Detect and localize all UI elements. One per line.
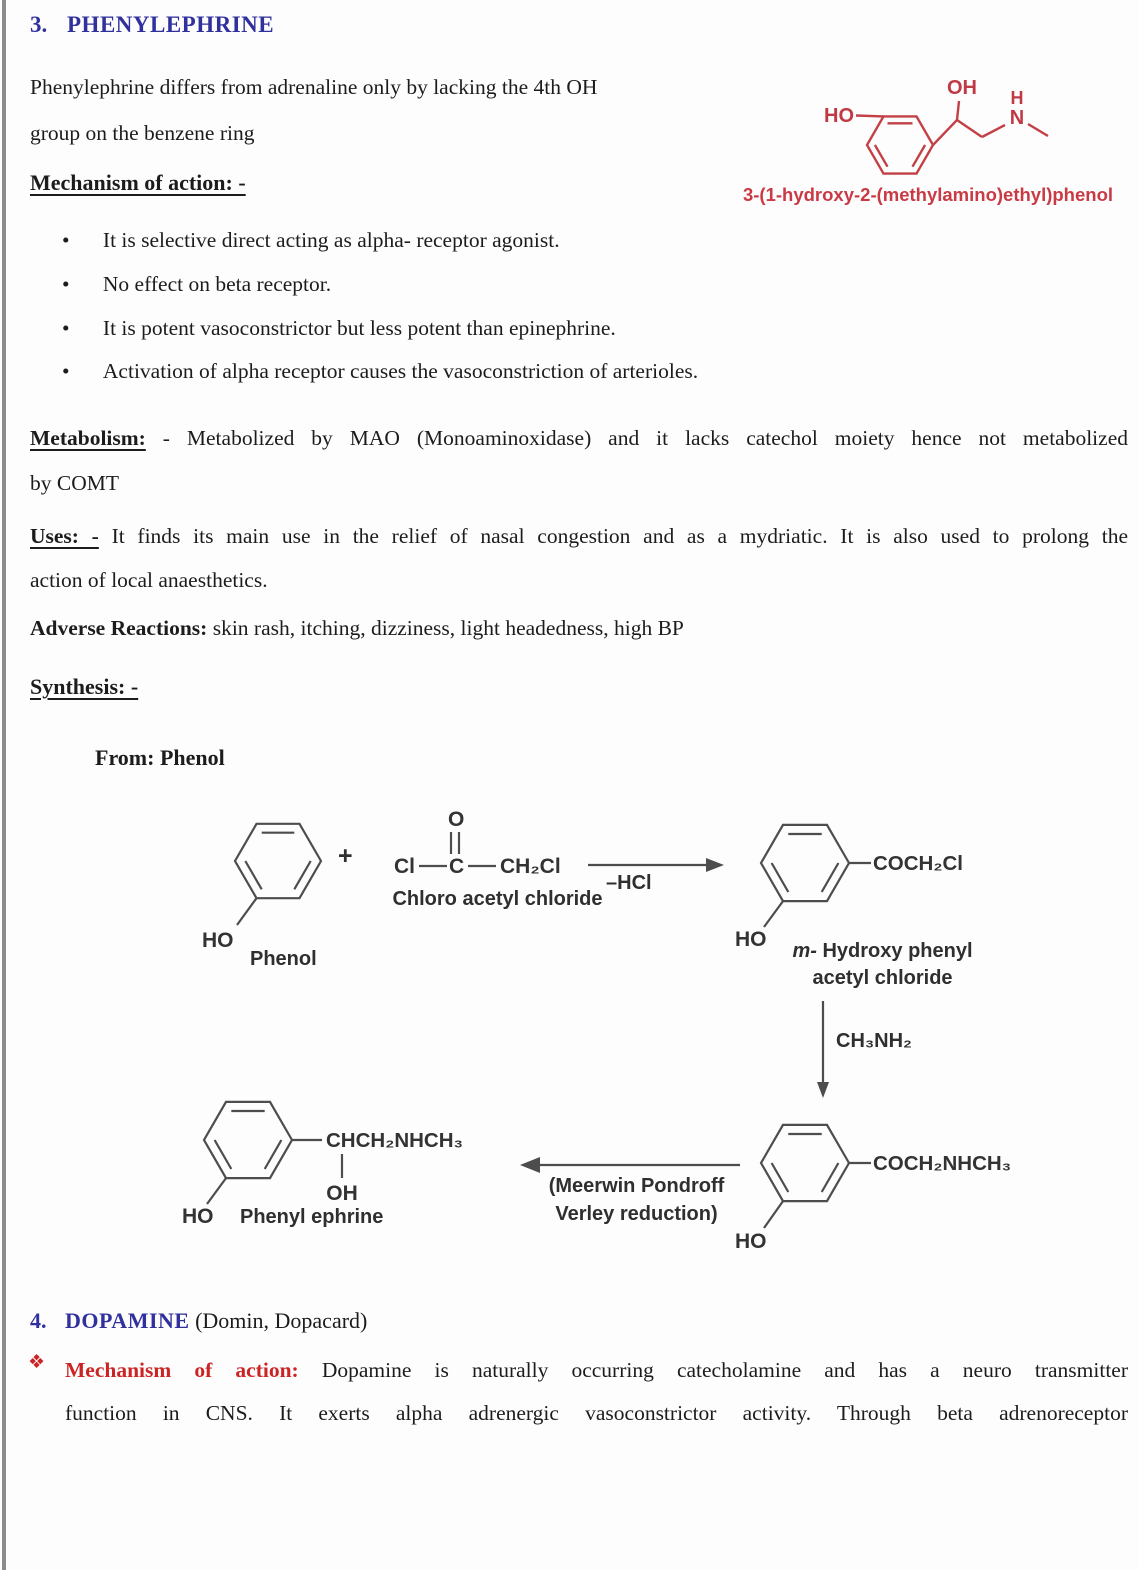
plus-sign: + — [338, 842, 353, 870]
mpv-line2: Verley reduction) — [555, 1203, 718, 1225]
uses-text: It finds its main use in the relief of nasal congestion and as a mydriatic. It is also used to prolong the — [98, 524, 1128, 548]
ho-label: HO — [824, 105, 854, 127]
uses-paragraph — [30, 514, 1128, 602]
chain-label: CHCH₂NHCH₃ — [326, 1129, 464, 1152]
metabolism-paragraph — [30, 416, 1128, 506]
uses-line2: action of local anaesthetics. — [30, 568, 268, 592]
chloroacetyl-chloride-label: Chloro acetyl chloride — [392, 888, 603, 910]
phenol-structure-diagram — [190, 795, 370, 970]
uses-line1 — [30, 514, 1128, 558]
dopamine-moa-line2: function in CNS. It exerts alpha adrenergic vasoconstrictor activity. Through beta adrenoreceptor — [65, 1401, 1128, 1425]
phenol-label: Phenol — [250, 948, 317, 970]
bullet-row — [62, 272, 331, 297]
intro-paragraph — [30, 64, 750, 156]
benzene-ring — [867, 116, 933, 173]
product1-label-line2: acetyl chloride — [812, 967, 953, 989]
mpv-line1: (Meerwin Pondroff — [548, 1175, 725, 1197]
methylamine-label: CH₃NH₂ — [836, 1030, 912, 1052]
dopamine-moa-paragraph — [65, 1349, 1128, 1435]
bullet-glyph: • — [62, 359, 70, 383]
from-phenol-heading: From: Phenol — [95, 745, 225, 770]
metabolism-line2: by COMT — [30, 471, 119, 495]
bullet-text: No effect on beta receptor. — [102, 272, 332, 296]
metabolism-text: - Metabolized by MAO (Monoaminoxidase) and it lacks catechol moiety hence not metabolized — [145, 426, 1128, 450]
chain-label: COCH₂Cl — [873, 852, 963, 875]
bullet-row — [62, 316, 616, 341]
ho-label: HO — [202, 929, 234, 952]
bullet-row — [62, 359, 698, 384]
bullet-row — [62, 228, 560, 253]
dopamine-moa-text: Dopamine is naturally occurring catecholamine and has a neuro transmitter — [298, 1358, 1128, 1382]
n-label: N — [1009, 107, 1025, 129]
section4-title: DOPAMINE — [65, 1308, 190, 1333]
section4-number: 4. — [30, 1308, 47, 1333]
metabolism-label: Metabolism: — [30, 426, 146, 450]
ho-label: HO — [735, 1230, 767, 1253]
adverse-label: Adverse Reactions: — [30, 616, 208, 640]
bullet-text: It is potent vasoconstrictor but less potent than epinephrine. — [102, 316, 616, 340]
section4-heading — [30, 1308, 367, 1334]
product1-label-line1: m- Hydroxy phenyl — [792, 940, 973, 962]
meta-prefix: m- — [792, 940, 817, 962]
reaction-arrow-right — [582, 845, 732, 890]
phenylephrine-product-label: Phenyl ephrine — [240, 1206, 384, 1228]
phenylephrine-structure-diagram — [790, 58, 1135, 193]
product1-label — [770, 938, 995, 992]
oh-label: OH — [947, 77, 977, 99]
c-label: C — [449, 855, 465, 878]
structure-caption: 3-(1-hydroxy-2-(methylamino)ethyl)phenol — [742, 184, 1114, 205]
uses-label: Uses: - — [30, 524, 99, 548]
benzene-ring — [204, 1102, 292, 1178]
benzene-ring — [761, 825, 849, 901]
ho-label: HO — [735, 928, 767, 951]
bullet-text: Activation of alpha receptor causes the vasoconstriction of arterioles. — [102, 359, 699, 383]
benzene-ring — [761, 1125, 849, 1201]
keto-amine-intermediate-diagram — [715, 1092, 1095, 1262]
synthesis-heading: Synthesis: - — [30, 674, 139, 699]
ch2cl-label: CH₂Cl — [500, 855, 561, 878]
page-left-border — [2, 0, 6, 1570]
oh-label: OH — [326, 1182, 358, 1205]
bullet-glyph: • — [62, 272, 70, 296]
chain-label: COCH₂NHCH₃ — [873, 1152, 1012, 1175]
h-label: H — [1010, 88, 1024, 108]
benzene-ring — [235, 824, 321, 898]
diamond-bullet-glyph: ❖ — [28, 1352, 46, 1373]
moa-heading: Mechanism of action: - — [30, 170, 246, 195]
dopamine-moa-label: Mechanism of action: — [65, 1358, 299, 1382]
bullet-glyph: • — [62, 228, 70, 252]
section3-heading — [30, 12, 274, 38]
adverse-paragraph — [30, 616, 684, 641]
bullet-glyph: • — [62, 316, 70, 340]
section3-number: 3. — [30, 12, 48, 37]
ho-label: HO — [182, 1205, 214, 1228]
metabolism-line1 — [30, 416, 1128, 461]
bullet-text: It is selective direct acting as alpha- receptor agonist. — [102, 228, 560, 252]
cl-label: Cl — [394, 855, 415, 878]
adverse-text: skin rash, itching, dizziness, light headedness, high BP — [207, 616, 684, 640]
m-hydroxy-phenyl-acetyl-chloride-diagram — [715, 795, 1025, 960]
minus-hcl-label: –HCl — [606, 872, 652, 894]
o-label: O — [448, 808, 465, 831]
section3-title: PHENYLEPHRINE — [67, 12, 275, 37]
mpv-reduction-label — [524, 1172, 749, 1228]
dopamine-moa-line1 — [65, 1349, 1128, 1392]
intro-line2: group on the benzene ring — [30, 121, 255, 145]
section4-subtitle: (Domin, Dopacard) — [195, 1308, 368, 1333]
intro-line1: Phenylephrine differs from adrenaline only by lacking the 4th OH — [30, 75, 598, 99]
